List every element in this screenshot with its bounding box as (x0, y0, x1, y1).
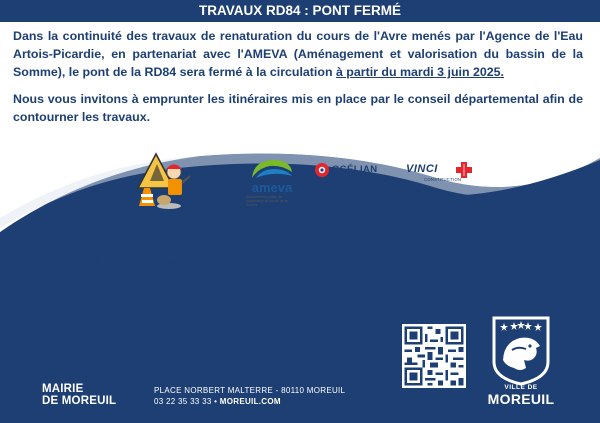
ocelian-logo-icon (314, 162, 330, 178)
qr-code[interactable] (402, 324, 466, 388)
ameva-wordmark: ameva (251, 180, 293, 195)
mairie-label (42, 383, 116, 407)
contact-line (154, 396, 345, 407)
vinci-wordmark: VINCI (406, 163, 438, 175)
crest-label (480, 384, 562, 407)
phone: 03 22 35 33 33 (154, 397, 212, 406)
page-title: TRAVAUX RD84 : PONT FERMÉ (0, 0, 600, 22)
address: PLACE NORBERT MALTERRE - 80110 MOREUIL (154, 386, 346, 395)
website-link[interactable]: MOREUIL.COM (219, 397, 281, 406)
ameva-logo-icon (242, 156, 300, 180)
thanks-line: Vous remerciant de votre compréhension, (97, 228, 347, 242)
partner-logos (0, 150, 600, 210)
signature-line: L'Équipe Municipale. (97, 254, 221, 268)
road-works-icon (130, 150, 198, 210)
crest-label-big: MOREUIL (487, 391, 555, 407)
notice-body (13, 27, 583, 134)
ameva-tagline: Établissement public de coopération du bassin de la Somme (246, 195, 288, 207)
vinci-construction-label: CONSTRUCTION (424, 177, 462, 182)
contact-info (154, 385, 345, 407)
mairie-label-line-1: MAIRIE (42, 383, 84, 395)
notice-paragraph-2: Nous vous invitons à emprunter les itinéraires mis en place par le conseil départemental afin de contourner les travaux. (13, 91, 583, 124)
ocelian-wordmark: OCÉLIAN (332, 164, 378, 175)
closing-message (97, 222, 346, 274)
separator: • (214, 397, 218, 406)
crest-label-small: VILLE DE (504, 384, 538, 391)
notice-paragraph-1 (13, 27, 583, 82)
mairie-label-line-2: DE MOREUIL (42, 395, 117, 407)
notice-paragraph-1-text: Dans la continuité des travaux de renaturation du cours de l'Avre menés par l'Agence de l'Eau Artois-Picardie, en partenariat avec l'AMEVA (Aménagement et valorisation du bassin de la Somme), le pont de la RD84 sera fermé à la circulation (13, 29, 583, 80)
closure-date: à partir du mardi 3 juin 2025. (335, 65, 504, 80)
